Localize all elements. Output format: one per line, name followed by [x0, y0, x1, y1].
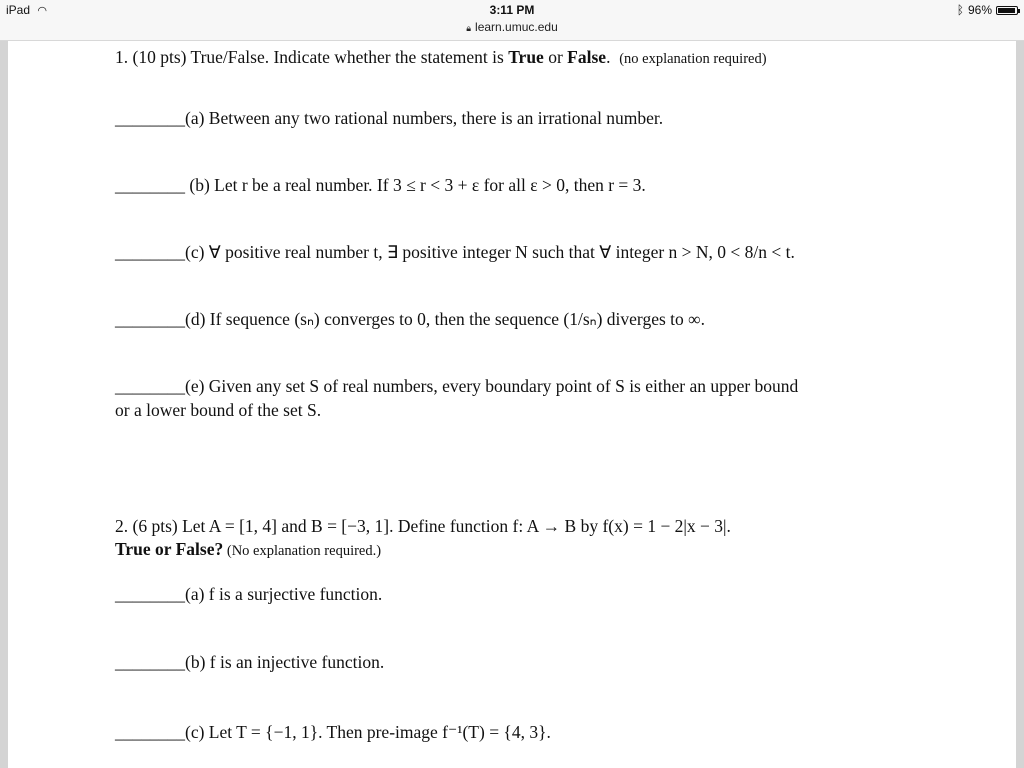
q1-note: (no explanation required)	[619, 51, 767, 67]
q1-header-text: 1. (10 pts) True/False. Indicate whether the statement is	[115, 47, 509, 67]
q1-item-e-line1: ________(e) Given any set S of real numbers, every boundary point of S is either an upper bound	[115, 376, 799, 396]
bluetooth-icon: ᛒ	[956, 3, 964, 17]
wifi-icon: ◠	[37, 5, 47, 17]
q1-item-b: ________ (b) Let r be a real number. If 3 ≤ r < 3 + ε for all ε > 0, then r = 3.	[115, 175, 646, 195]
q1-false-word: False	[567, 47, 607, 67]
url-text: learn.umuc.edu	[475, 20, 558, 34]
q1-item-a: ________(a) Between any two rational numbers, there is an irrational number.	[115, 108, 664, 128]
q1-item-e-line2: or a lower bound of the set S.	[115, 400, 322, 420]
q1-true-word: True	[508, 47, 544, 67]
status-right	[957, 3, 1018, 17]
q2-item-b: ________(b) f is an injective function.	[115, 652, 385, 672]
battery-icon	[996, 6, 1018, 15]
status-bar	[0, 0, 1024, 41]
q2-item-c: ________(c) Let T = {−1, 1}. Then pre-image f⁻¹(T) = {4, 3}.	[115, 722, 551, 742]
q1-item-d: ________(d) If sequence (sₙ) converges to 0, then the sequence (1/sₙ) diverges to ∞.	[115, 309, 705, 329]
q1-item-c: ________(c) ∀ positive real number t, ∃ positive integer N such that ∀ integer n > N, 0 < 8/n < t.	[115, 242, 795, 262]
battery-percent: 96%	[967, 3, 992, 17]
lock-icon: 🔒︎	[466, 23, 472, 33]
q1-header	[115, 47, 767, 68]
document-page[interactable]	[8, 41, 1016, 768]
address-bar[interactable]	[0, 20, 1024, 34]
q2-tf-label: True or False?	[115, 539, 224, 559]
q1-or-word: or	[543, 47, 568, 67]
q2-header: 2. (6 pts) Let A = [1, 4] and B = [−3, 1]. Define function f: A → B by f(x) = 1 − 2|x − 3|.	[115, 516, 731, 536]
q2-note: (No explanation required.)	[223, 543, 382, 559]
q2-item-a: ________(a) f is a surjective function.	[115, 584, 383, 604]
q2-tf-line	[115, 539, 381, 560]
status-time: 3:11 PM	[489, 3, 535, 17]
page-shadow-right	[1016, 41, 1024, 768]
page-shadow-left	[0, 41, 8, 768]
device-name: iPad	[6, 3, 31, 17]
battery-fill	[998, 8, 1015, 13]
q1-period: .	[606, 47, 611, 67]
